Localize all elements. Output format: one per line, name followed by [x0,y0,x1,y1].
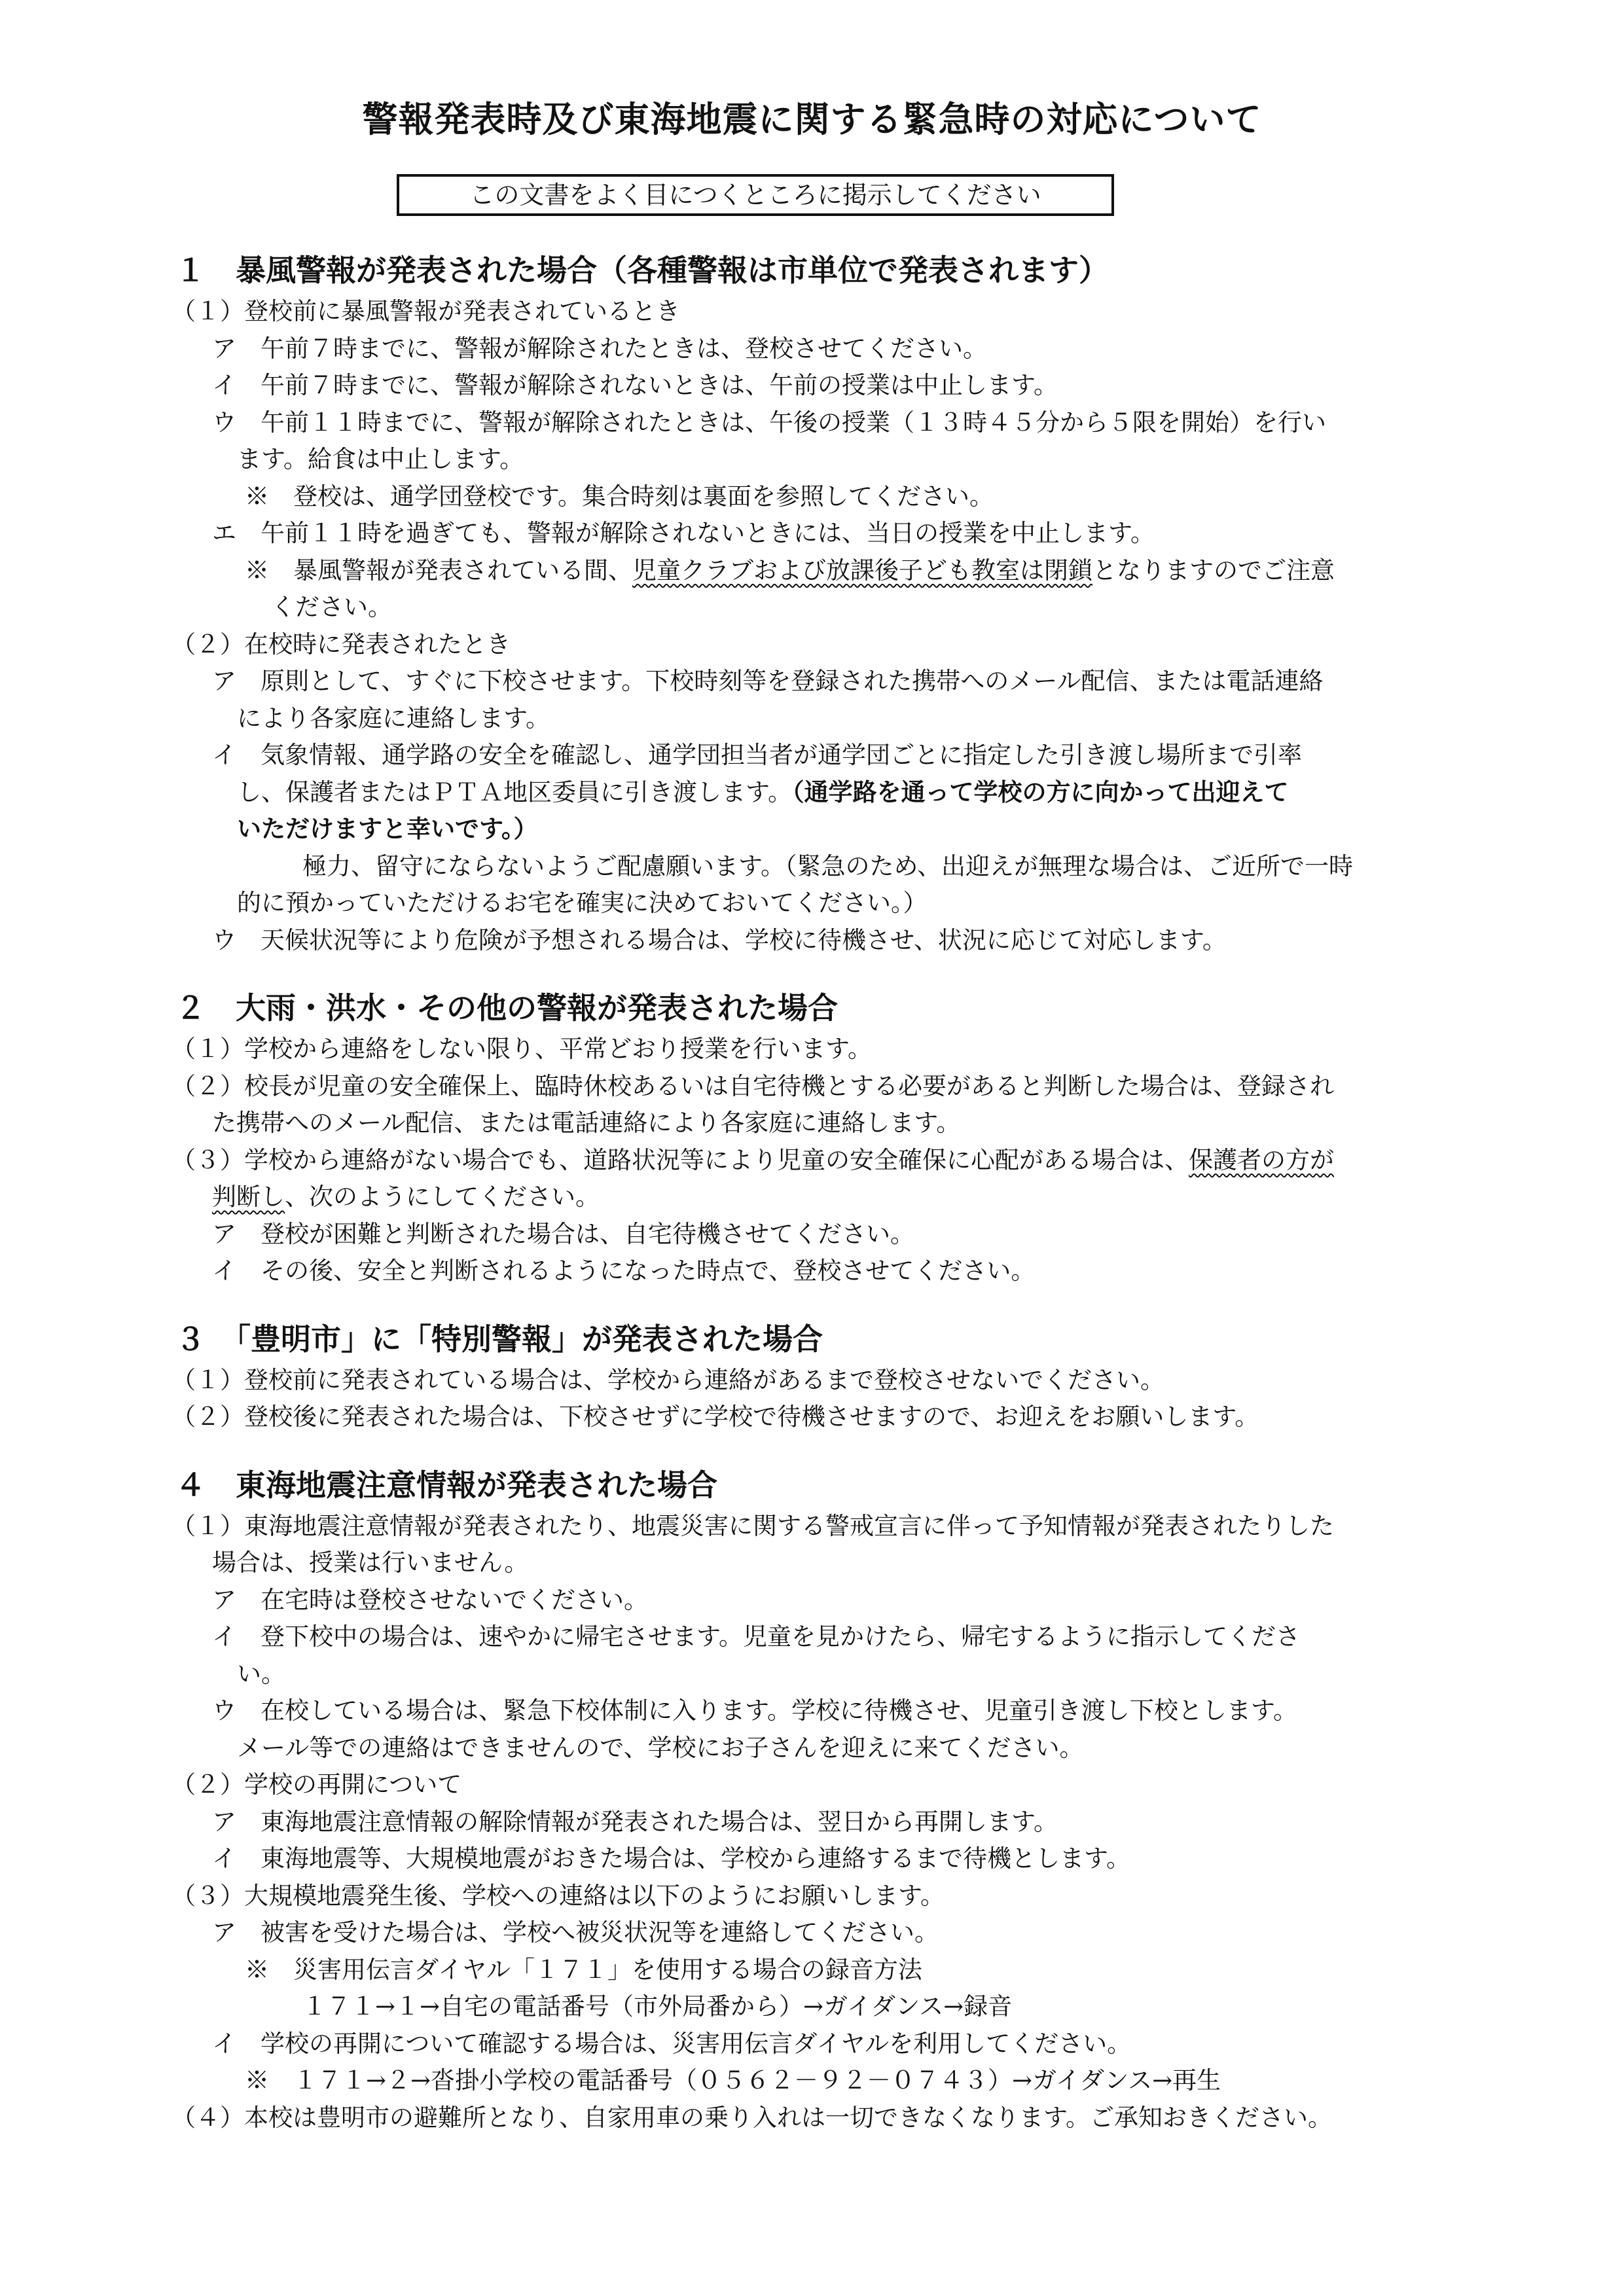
section-special-warning [171,1319,1487,1436]
document-title: 警報発表時及び東海地震に関する緊急時の対応について [362,99,1262,140]
list-item: ア 登校が困難と判断された場合は、自宅待機させてください。 [212,1219,914,1248]
list-item: イ 気象情報、通学路の安全を確認し、通学団担当者が通学団ごとに指定した引き渡し場所まで引率 [212,741,1302,769]
underlined-text: 児童クラブおよび放課後子ども教室は閉鎖 [632,556,1092,584]
underlined-text: 保護者の方が [1189,1145,1334,1174]
list-item: （２）登校後に発表された場合は、下校させずに学校で待機させますので、お迎えをお願いします。 [171,1403,1259,1431]
list-item: （２）校長が児童の安全確保上、臨時休校あるいは自宅待機とする必要があると判断した場合は、登録され [171,1071,1334,1100]
note: ※ １７１→２→沓掛小学校の電話番号（０５６２－９２－０７４３）→ガイダンス→再生 [245,2066,1221,2094]
list-item: （１）学校から連絡をしない限り、平常どおり授業を行います。 [171,1035,873,1063]
list-item: （１）登校前に発表されている場合は、学校から連絡があるまで登校させないでください。 [171,1365,1164,1394]
note-continuation: ください。 [271,593,392,621]
list-item-continuation: し、保護者またはＰＴＡ地区委員に引き渡します。（通学路を通って学校の方に向かって出迎えて [237,778,1289,806]
paragraph: 極力、留守にならないようご配慮願います。（緊急のため、出迎えが無理な場合は、ご近所で一時 [302,852,1354,880]
list-item: ウ 在校している場合は、緊急下校体制に入ります。学校に待機させ、児童引き渡し下校とします。 [212,1696,1297,1725]
note: ※ 災害用伝言ダイヤル「１７１」を使用する場合の録音方法 [245,1955,922,1984]
note: ※ 暴風警報が発表されている間、児童クラブおよび放課後子ども教室は閉鎖となりますのでご注意 [245,556,1335,584]
list-item: （１）東海地震注意情報が発表されたり、地震災害に関する警戒宣言に伴って予知情報が発表されたりした [171,1511,1334,1540]
section-storm-warning [171,250,1487,959]
list-item: （４）本校は豊明市の避難所となり、自家用車の乗り入れは一切できなくなります。ご承知おきください。 [171,2103,1333,2132]
list-item: （３）大規模地震発生後、学校への連絡は以下のようにお願いします。 [171,1881,945,1910]
subsection-heading: （２）在校時に発表されたとき [171,630,511,658]
list-item: イ その後、安全と判断されるようになった時点で、登校させてください。 [212,1257,1036,1285]
list-item: ア 在宅時は登校させないでください。 [212,1585,648,1614]
section-heading: ４ 東海地震注意情報が発表された場合 [175,1467,717,1503]
list-item: ア 原則として、すぐに下校させます。下校時刻等を登録された携帯へのメール配信、または電話連絡 [212,667,1324,695]
section-heading: １ 暴風警報が発表された場合（各種警報は市単位で発表されます） [175,253,1109,288]
list-item-continuation: 場合は、授業は行いません。 [212,1549,529,1577]
list-item: イ 東海地震等、大規模地震がおきた場合は、学校から連絡するまで待機とします。 [212,1844,1131,1873]
list-item: イ 午前７時までに、警報が解除されないときは、午前の授業は中止します。 [212,371,1058,399]
list-item-continuation: ます。給食は中止します。 [237,445,524,473]
section-heading: ３ 「豊明市」に「特別警報」が発表された場合 [175,1321,823,1357]
list-item: ア 午前７時までに、警報が解除されたときは、登校させてください。 [212,334,987,363]
emphasis-text: （通学路を通って学校の方に向かって出迎えて [792,778,1289,806]
list-item: ア 被害を受けた場合は、学校へ被災状況等を連絡してください。 [212,1918,939,1946]
list-item: イ 学校の再開について確認する場合は、災害用伝言ダイヤルを利用してください。 [212,2029,1132,2058]
note-detail: １７１→１→自宅の電話番号（市外局番から）→ガイダンス→録音 [302,1992,1013,2020]
list-item-continuation: 判断し、次のようにしてください。 [212,1183,600,1211]
document-body [171,250,1487,2165]
list-item: ウ 午前１１時までに、警報が解除されたときは、午後の授業（１３時４５分から５限を開始）を行い [212,408,1326,437]
emphasis-text: いただけますと幸いです。） [237,815,538,843]
list-item-continuation: により各家庭に連絡します。 [237,704,550,732]
list-item: エ 午前１１時を過ぎても、警報が解除されないときには、当日の授業を中止します。 [212,519,1155,547]
note: ※ 登校は、通学団登校です。集合時刻は裏面を参照してください。 [245,482,994,511]
underlined-text: 判断し [212,1183,285,1211]
list-item: （２）学校の再開について [171,1770,462,1799]
notice-box: この文書をよく目につくところに掲示してください [397,174,1114,216]
section-heavy-rain-warning [171,988,1487,1290]
list-item-continuation [171,811,1487,848]
list-item-continuation: い。 [237,1659,285,1688]
list-item: イ 登下校中の場合は、速やかに帰宅させます。児童を見かけたら、帰宅するように指示してくださ [212,1623,1301,1651]
paragraph-continuation: 的に預かっていただけるお宅を確実に決めておいてください。） [237,889,928,917]
list-item-continuation: た携帯へのメール配信、または電話連絡により各家庭に連絡します。 [212,1109,961,1137]
subsection-heading: （１）登校前に暴風警報が発表されているとき [171,297,680,325]
list-item: （３）学校から連絡がない場合でも、道路状況等により児童の安全確保に心配がある場合は、保護者の方が [171,1145,1334,1174]
list-item: ウ 天候状況等により危険が予想される場合は、学校に待機させ、状況に応じて対応します。 [212,925,1227,954]
section-tokai-earthquake [171,1465,1487,2137]
section-heading: ２ 大雨・洪水・その他の警報が発表された場合 [175,990,838,1026]
list-item-continuation: メール等での連絡はできませんので、学校にお子さんを迎えに来てください。 [237,1733,1084,1762]
list-item: ア 東海地震注意情報の解除情報が発表された場合は、翌日から再開します。 [212,1807,1058,1836]
